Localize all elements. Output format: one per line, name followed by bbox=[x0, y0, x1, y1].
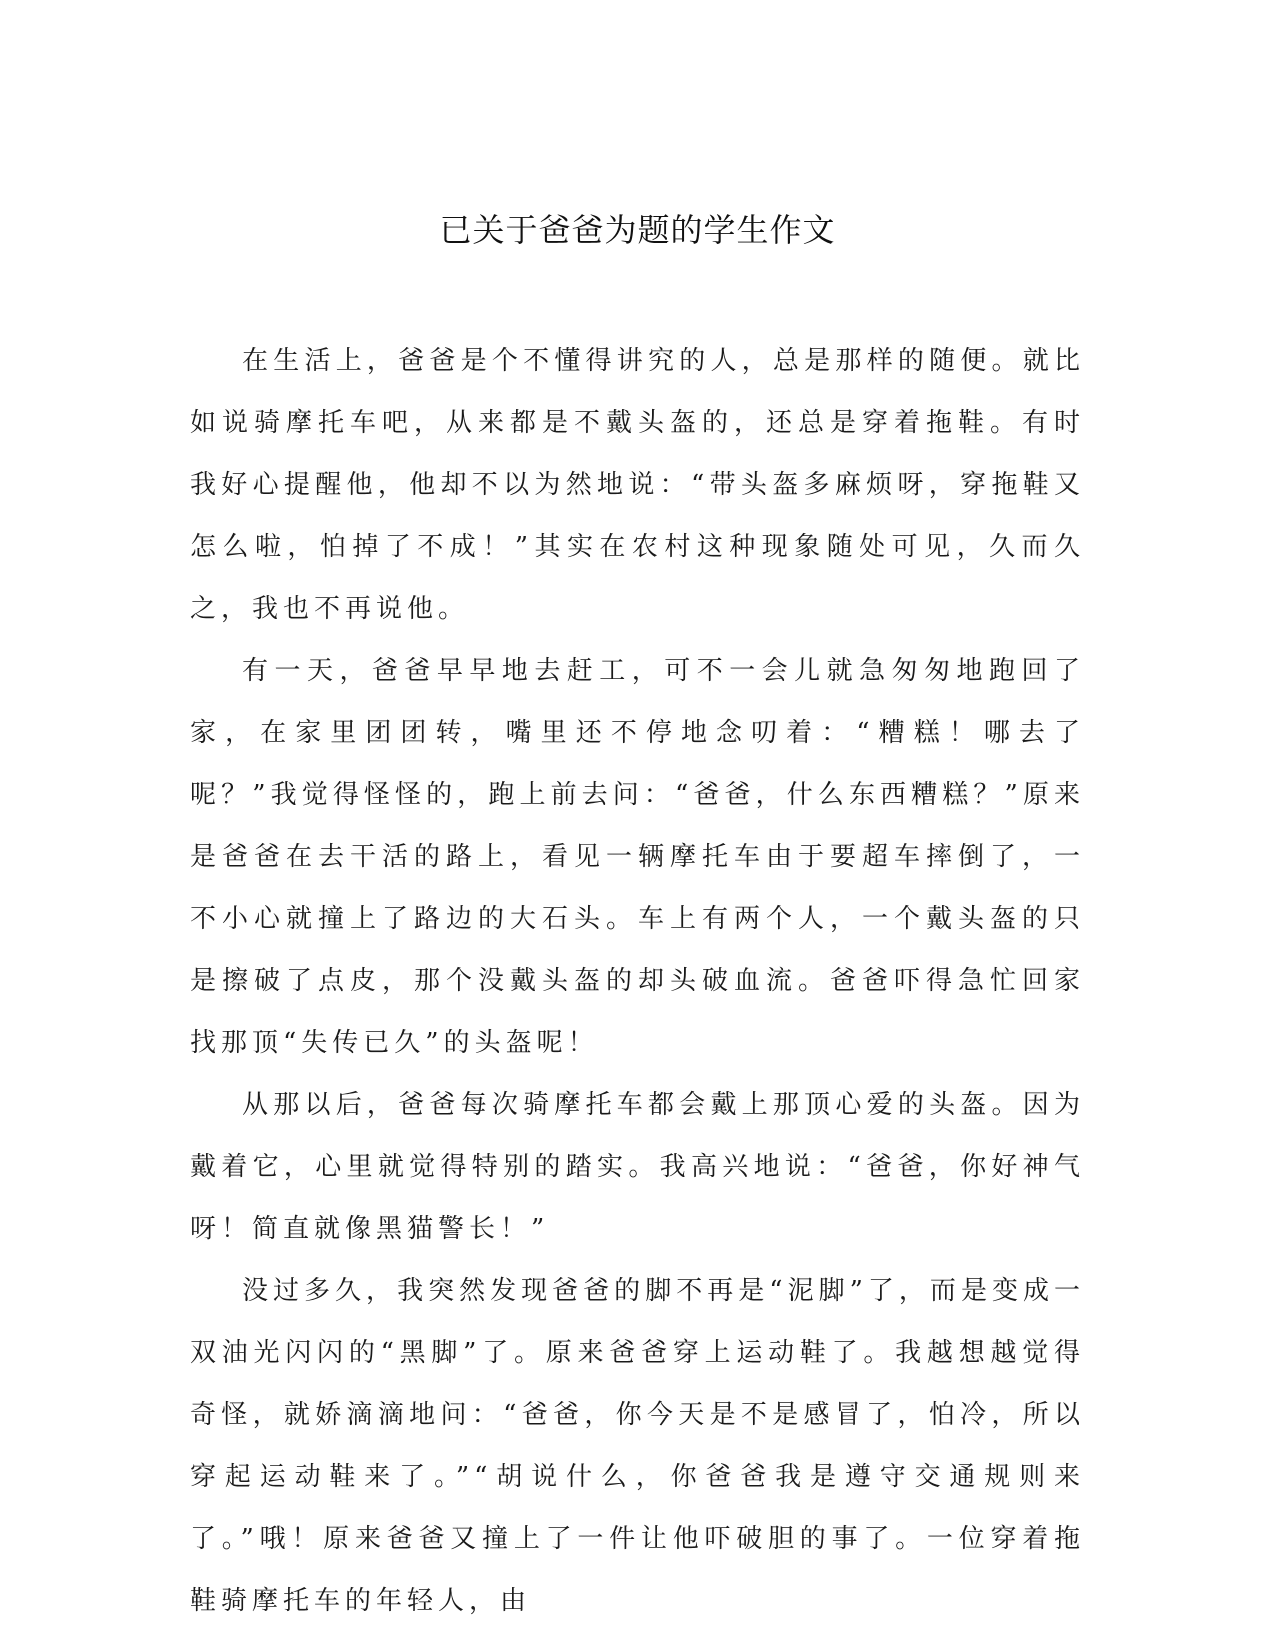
paragraph: 从那以后，爸爸每次骑摩托车都会戴上那顶心爱的头盔。因为戴着它，心里就觉得特别的踏实。我高兴地说：“爸爸，你好神气呀！简直就像黑猫警长！” bbox=[190, 1090, 1085, 1244]
paragraph: 在生活上，爸爸是个不懂得讲究的人，总是那样的随便。就比如说骑摩托车吧，从来都是不戴头盔的，还总是穿着拖鞋。有时我好心提醒他，他却不以为然地说：“带头盔多麻烦呀，穿拖鞋又怎么啦，怕掉了不成！”其实在农村这种现象随处可见，久而久之，我也不再说他。 bbox=[190, 346, 1085, 624]
paragraph: 没过多久，我突然发现爸爸的脚不再是“泥脚”了，而是变成一双油光闪闪的“黑脚”了。原来爸爸穿上运动鞋了。我越想越觉得奇怪，就娇滴滴地问：“爸爸，你今天是不是感冒了，怕冷，所以穿起运动鞋来了。”“胡说什么，你爸爸我是遵守交通规则来了。”哦！原来爸爸又撞上了一件让他吓破胆的事了。一位穿着拖鞋骑摩托车的年轻人，由 bbox=[190, 1276, 1085, 1616]
document-title: 已关于爸爸为题的学生作文 bbox=[439, 211, 836, 249]
paragraph: 有一天，爸爸早早地去赶工，可不一会儿就急匆匆地跑回了家，在家里团团转，嘴里还不停地念叨着：“糟糕！哪去了呢？”我觉得怪怪的，跑上前去问：“爸爸，什么东西糟糕？”原来是爸爸在去干活的路上，看见一辆摩托车由于要超车摔倒了，一不小心就撞上了路边的大石头。车上有两个人，一个戴头盔的只是擦破了点皮，那个没戴头盔的却头破血流。爸爸吓得急忙回家找那顶“失传已久”的头盔呢！ bbox=[190, 656, 1085, 1058]
document-body bbox=[190, 330, 1085, 1632]
